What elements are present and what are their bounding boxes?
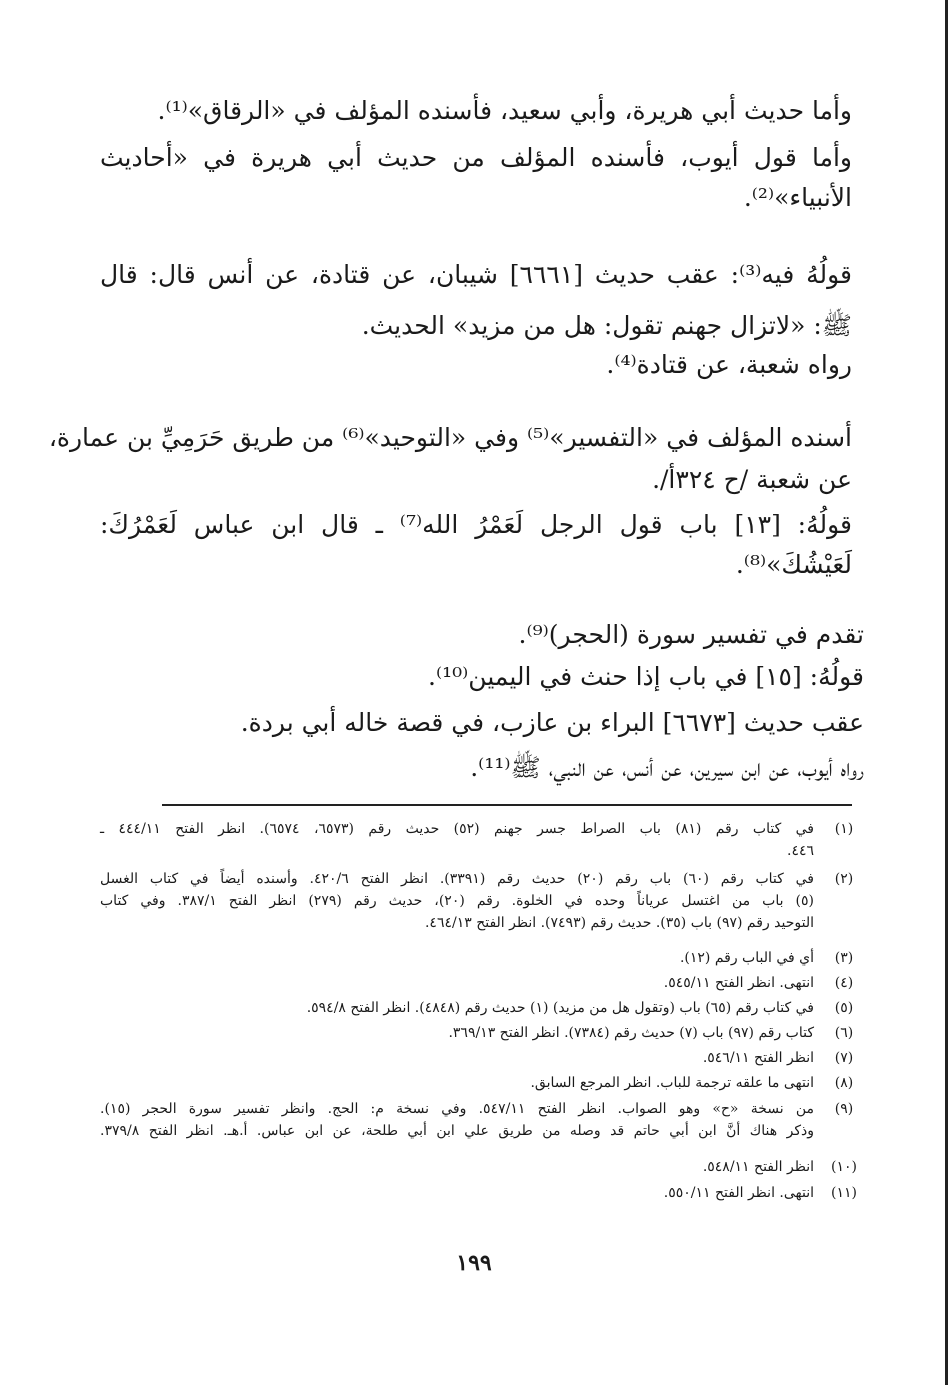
- footnote-number: (٤): [834, 975, 854, 991]
- body-line-10: لَعَيْشُكَ»⁽⁸⁾.: [735, 550, 852, 579]
- footnote-line: انظر الفتح ٥٤٨/١١.: [702, 1159, 814, 1175]
- body-line-4: قولُهُ فيه⁽³⁾: عقب حديث [٦٦٦١] شيبان، عن قتادة، عن أنس قال: قال: [100, 260, 852, 289]
- footnote-line: في كتاب رقم (٦٠) باب رقم (٢٠) حديث رقم (٣٣٩١). انظر الفتح ٤٢٠/٦. وأسنده أيضاً في كتاب الغسل: [100, 871, 814, 887]
- footnote-separator: [162, 804, 852, 806]
- body-line-1: وأما حديث أبي هريرة، وأبي سعيد، فأسنده المؤلف في «الرقاق»⁽¹⁾.: [157, 96, 852, 125]
- body-line-5: ﷺ: «لاتزال جهنم تقول: هل من مزيد» الحديث.: [361, 311, 852, 340]
- footnote-number: (١٠): [831, 1159, 857, 1175]
- footnote-line: وذكر هناك أنَّ ابن أبي حاتم قد وصله من طريق علي ابن أبي طلحة، عن ابن عباس. أ.هـ. انظر الفتح ٣٧٩/٨.: [100, 1123, 814, 1139]
- footnote-number: (٩): [834, 1101, 854, 1117]
- body-line-11: تقدم في تفسير سورة (الحجر)⁽⁹⁾.: [518, 620, 864, 649]
- footnote-number: (٣): [834, 950, 854, 966]
- footnote-number: (١): [834, 821, 854, 837]
- body-line-13: عقب حديث [٦٦٧٣] البراء بن عازب، في قصة خاله أبي بردة.: [240, 708, 864, 737]
- body-line-8: عن شعبة /ح ٣٢٤أ/.: [652, 465, 852, 494]
- footnote-line: انتهى ما علقه ترجمة للباب. انظر المرجع السابق.: [530, 1075, 814, 1091]
- footnote-number: (١١): [831, 1185, 857, 1201]
- body-line-9: قولُهُ: [١٣] باب قول الرجل لَعَمْرُ الله⁽⁷⁾ ـ قال ابن عباس لَعَمْرُكَ:: [100, 510, 852, 539]
- body-line-7: أسنده المؤلف في «التفسير»⁽⁵⁾ وفي «التوحيد»⁽⁶⁾ من طريق حَرَمِيِّ بن عمارة،: [48, 423, 852, 452]
- book-page: [48, 0, 864, 1385]
- footnote-line: كتاب رقم (٩٧) باب (٧) حديث رقم (٧٣٨٤). انظر الفتح ٣٦٩/١٣.: [448, 1025, 814, 1041]
- footnote-line: ٤٤٦.: [786, 843, 814, 859]
- footnote-line: أي في الباب رقم (١٢).: [679, 950, 814, 966]
- body-line-12: قولُهُ: [١٥] في باب إذا حنث في اليمين⁽¹⁰⁾.: [428, 662, 864, 691]
- footnote-number: (٥): [834, 1000, 854, 1016]
- footnote-line: من نسخة «ح» وهو الصواب. انظر الفتح ٥٤٧/١١. وفي نسخة م: الحج. وانظر تفسير سورة الحجر (١٥).: [100, 1101, 814, 1117]
- body-line-3: الأنبياء»⁽²⁾.: [743, 183, 852, 212]
- footnote-line: انتهى. انظر الفتح ٥٥٠/١١.: [663, 1185, 814, 1201]
- footnote-line: التوحيد رقم (٩٧) باب (٣٥). حديث رقم (٧٤٩٣). انظر الفتح ٤٦٤/١٣.: [424, 915, 814, 931]
- footnote-number: (٨): [834, 1075, 854, 1091]
- body-line-14: رواه أيوب، عن ابن سيرين، عن أنس، عن النبي، ﷺ⁽¹¹⁾.: [470, 753, 864, 782]
- footnote-line: في كتاب رقم (٨١) باب الصراط جسر جهنم (٥٢) حديث رقم (٦٥٧٣، ٦٥٧٤). انظر الفتح ٤٤٤/١١ ـ: [100, 821, 814, 837]
- footnote-line: انتهى. انظر الفتح ٥٤٥/١١.: [663, 975, 814, 991]
- footnote-line: (٥) باب من اغتسل عرياناً وحده في الخلوة. رقم (٢٠)، حديث رقم (٢٧٩) انظر الفتح ٣٨٧/١. وفي كتاب: [100, 893, 814, 909]
- body-line-2: وأما قول أيوب، فأسنده المؤلف من حديث أبي هريرة في «أحاديث: [100, 143, 852, 172]
- footnote-line: انظر الفتح ٥٤٦/١١.: [702, 1050, 814, 1066]
- footnote-number: (٧): [834, 1050, 854, 1066]
- footnote-number: (٢): [834, 871, 854, 887]
- page-number: ١٩٩: [456, 1250, 492, 1276]
- body-line-6: رواه شعبة، عن قتادة⁽⁴⁾.: [606, 350, 852, 379]
- footnote-number: (٦): [834, 1025, 854, 1041]
- footnote-line: في كتاب رقم (٦٥) باب (وتقول هل من مزيد) (١) حديث رقم (٤٨٤٨). انظر الفتح ٥٩٤/٨.: [306, 1000, 814, 1016]
